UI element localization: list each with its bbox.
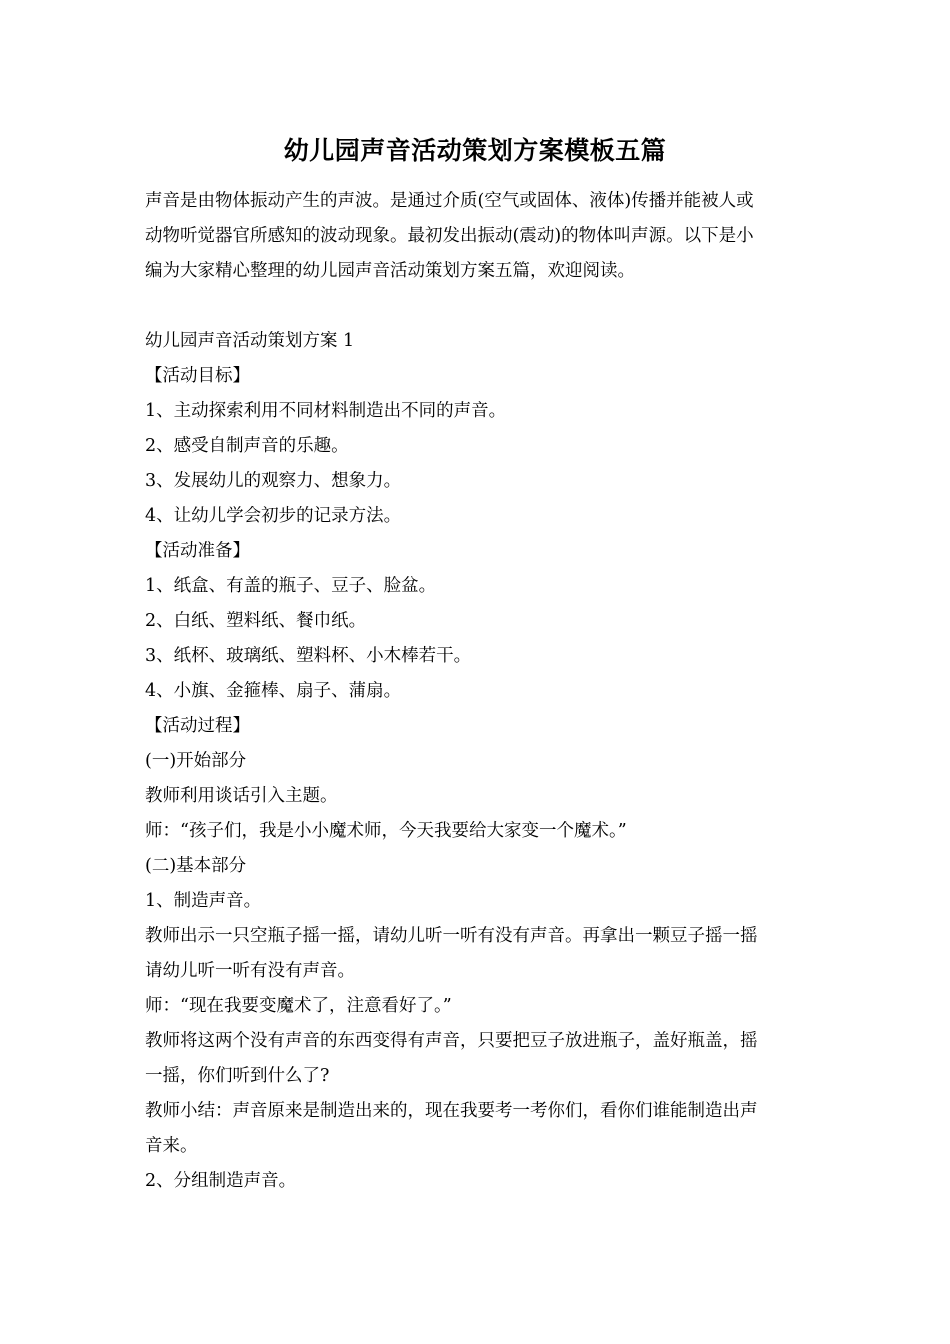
body-line: 2、白纸、塑料纸、餐巾纸。 (145, 611, 367, 631)
body-line: 教师小结：声音原来是制造出来的，现在我要考一考你们，看你们谁能制造出声 (145, 1101, 758, 1121)
body-line: 2、分组制造声音。 (145, 1171, 297, 1191)
body-line: (一)开始部分 (145, 751, 247, 771)
document-title: 幼儿园声音活动策划方案模板五篇 (283, 136, 667, 165)
body-line: 3、纸杯、玻璃纸、塑料杯、小木棒若干。 (145, 646, 472, 666)
body-line: 1、制造声音。 (145, 891, 262, 911)
body-line: 2、感受自制声音的乐趣。 (145, 436, 349, 456)
body-line: 4、让幼儿学会初步的记录方法。 (145, 506, 402, 526)
body-line: 3、发展幼儿的观察力、想象力。 (145, 471, 402, 491)
body-line: 音来。 (145, 1136, 198, 1156)
section-heading: 幼儿园声音活动策划方案 1 (145, 331, 355, 351)
body-line: 请幼儿听一听有没有声音。 (145, 961, 355, 981)
body-line: 教师利用谈话引入主题。 (145, 786, 338, 806)
body-line: 师：“现在我要变魔术了，注意看好了。” (145, 996, 452, 1016)
body-line: 一摇，你们听到什么了? (145, 1066, 330, 1086)
body-line: 1、主动探索利用不同材料制造出不同的声音。 (145, 401, 507, 421)
document-body (145, 184, 810, 1199)
body-line: 师：“孩子们，我是小小魔术师，今天我要给大家变一个魔术。” (145, 821, 627, 841)
body-line: 教师将这两个没有声音的东西变得有声音，只要把豆子放进瓶子，盖好瓶盖，摇 (145, 1031, 758, 1051)
body-line: 教师出示一只空瓶子摇一摇，请幼儿听一听有没有声音。再拿出一颗豆子摇一摇 (145, 926, 758, 946)
body-line: 【活动目标】 (145, 366, 250, 386)
body-line: 1、纸盒、有盖的瓶子、豆子、脸盆。 (145, 576, 437, 596)
paragraph-gap (145, 289, 810, 324)
intro-line: 声音是由物体振动产生的声波。是通过介质(空气或固体、液体)传播并能被人或 (145, 191, 754, 211)
intro-line: 编为大家精心整理的幼儿园声音活动策划方案五篇，欢迎阅读。 (145, 261, 635, 281)
body-line: 【活动准备】 (145, 541, 250, 561)
body-line: 4、小旗、金箍棒、扇子、蒲扇。 (145, 681, 402, 701)
body-line: 【活动过程】 (145, 716, 250, 736)
body-line: (二)基本部分 (145, 856, 247, 876)
intro-line: 动物听觉器官所感知的波动现象。最初发出振动(震动)的物体叫声源。以下是小 (145, 226, 754, 246)
